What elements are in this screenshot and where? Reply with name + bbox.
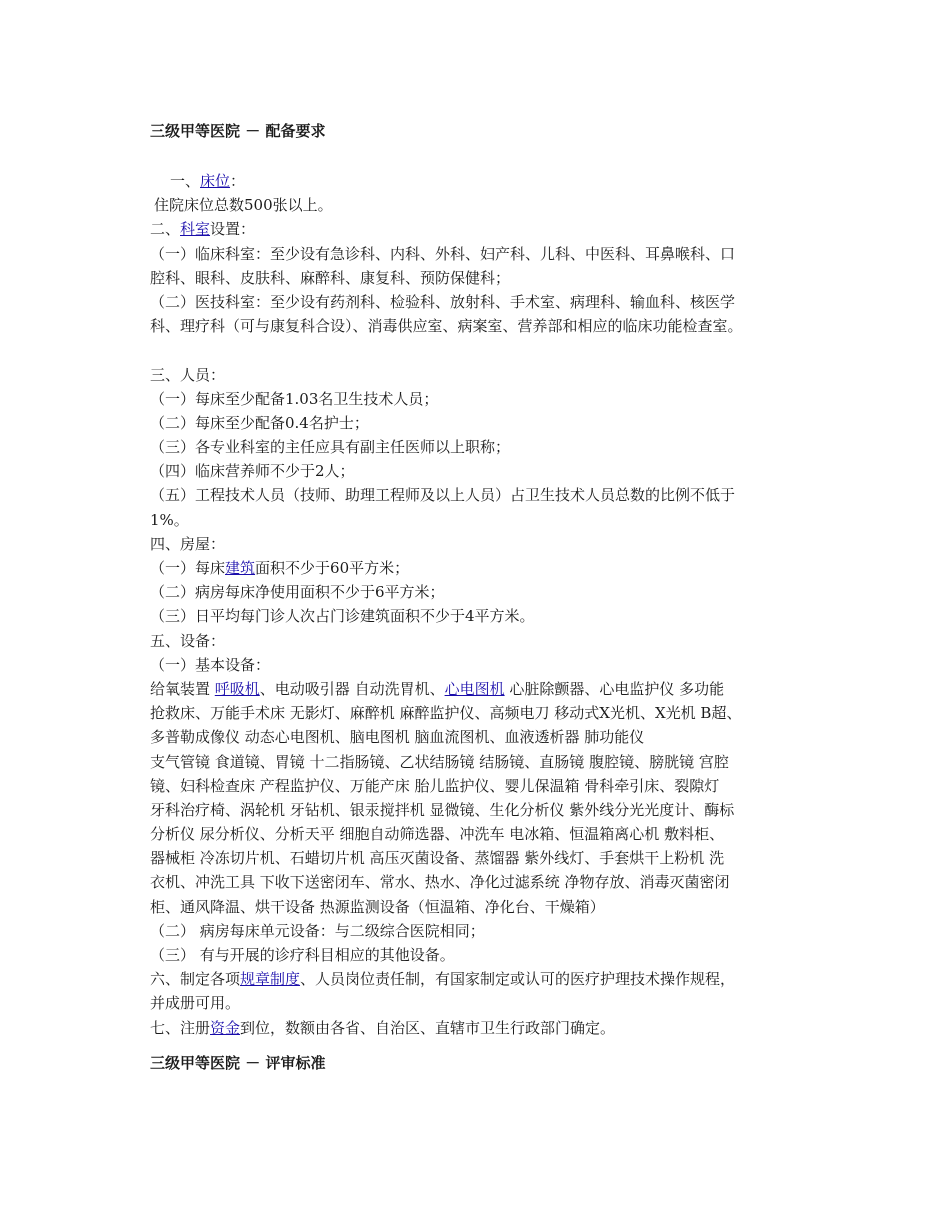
beds-link[interactable]: 床位 xyxy=(200,172,231,190)
ward-equipment-line: （二） 病房每床单元设备：与二级综合医院相同； xyxy=(150,921,485,940)
equipment-list-line-7: 分析仪 尿分析仪、分析天平 细胞自动筛选器、冲洗车 电冰箱、恒温箱离心机 敷料柜、 xyxy=(150,825,725,844)
other-equipment-line: （三） 有与开展的诊疗科目相应的其他设备。 xyxy=(150,946,455,964)
ventilator-link[interactable]: 呼吸机 xyxy=(214,679,260,698)
equipment-list-line-5: 镜、妇科检查床 产程监护仪、万能产床 胎儿监护仪、婴儿保温箱 骨科牵引床、裂隙灯 xyxy=(150,776,720,795)
funds-line xyxy=(150,1016,830,1040)
regulations-post: 、人员岗位责任制，有国家制定或认可的医疗护理技术操作规程， xyxy=(300,970,736,989)
equipment-list-line-6: 牙科治疗椅、涡轮机 牙钻机、银汞搅拌机 显微镜、生化分析仪 紫外线分光光度计、酶标 xyxy=(150,800,735,819)
beds-heading xyxy=(150,169,830,193)
clinical-departments-line-2: 腔科、眼科、皮肤科、麻醉科、康复科、预防保健科； xyxy=(150,268,511,287)
building-item-1-pre: （一）每床 xyxy=(150,559,226,577)
building-link[interactable]: 建筑 xyxy=(225,559,256,577)
section-title-evaluation: 三级甲等医院 － 评审标准 xyxy=(150,1053,326,1072)
staff-item-5-line-2: 1%。 xyxy=(150,510,189,529)
equipment-line-1-c: 心脏除颤器、心电监护仪 多功能 xyxy=(504,679,725,698)
document-page xyxy=(150,121,830,1073)
beds-total-line: 住院床位总数500张以上。 xyxy=(154,196,333,215)
medtech-departments-line-2: 科、理疗科（可与康复科合设）、消毒供应室、病案室、营养部和相应的临床功能检查室。 xyxy=(150,317,743,336)
ecg-machine-link[interactable]: 心电图机 xyxy=(444,679,505,698)
blank-line xyxy=(150,338,830,362)
departments-number: 二、 xyxy=(150,220,181,239)
basic-equipment-heading: （一）基本设备： xyxy=(150,655,271,674)
equipment-list-line-3: 多普勒成像仪 动态心电图机、脑电图机 脑血流图机、血液透析器 肺功能仪 xyxy=(150,728,645,747)
equipment-list-line-4: 支气管镜 食道镜、胃镜 十二指肠镜、乙状结肠镜 结肠镜、直肠镜 腹腔镜、膀胱镜 宫腔 xyxy=(150,752,729,771)
staff-item-3: （三）各专业科室的主任应具有副主任医师以上职称； xyxy=(150,438,511,457)
departments-heading xyxy=(150,217,830,241)
staff-heading: 三、人员： xyxy=(150,365,226,384)
section-title-requirements: 三级甲等医院 － 配备要求 xyxy=(150,122,326,140)
building-item-2: （二）病房每床净使用面积不少于6平方米； xyxy=(150,583,445,602)
funds-link[interactable]: 资金 xyxy=(210,1018,241,1037)
clinical-departments-line-1: （一）临床科室：至少设有急诊科、内科、外科、妇产科、儿科、中医科、耳鼻喉科、口 xyxy=(150,244,736,263)
equipment-list-line-9: 衣机、冲洗工具 下收下送密闭车、常水、热水、净化过滤系统 净物存放、消毒灭菌密闭 xyxy=(150,873,730,892)
funds-pre: 七、注册 xyxy=(150,1018,211,1037)
medtech-departments-line-1: （二）医技科室：至少设有药剂科、检验科、放射科、手术室、病理科、输血科、核医学 xyxy=(150,292,736,311)
regulations-line-2: 并成册可用。 xyxy=(150,994,241,1013)
building-item-3: （三）日平均每门诊人次占门诊建筑面积不少于4平方米。 xyxy=(150,607,535,626)
beds-colon: ： xyxy=(230,172,246,190)
regulations-line-1 xyxy=(150,967,830,991)
equipment-list-line-10: 柜、通风降温、烘干设备 热源监测设备（恒温箱、净化台、干燥箱） xyxy=(150,897,605,916)
staff-item-2: （二）每床至少配备0.4名护士； xyxy=(150,413,369,432)
building-item-1 xyxy=(150,556,830,580)
equipment-heading: 五、设备： xyxy=(150,631,226,650)
equipment-list-line-2: 抢救床、万能手术床 无影灯、麻醉机 麻醉监护仪、高频电刀 移动式X光机、X光机 B超、 xyxy=(150,704,742,723)
funds-post: 到位，数额由各省、自治区、直辖市卫生行政部门确定。 xyxy=(240,1018,616,1037)
staff-item-1: （一）每床至少配备1.03名卫生技术人员； xyxy=(150,389,439,408)
requirements-body xyxy=(150,169,830,1040)
departments-link[interactable]: 科室 xyxy=(180,220,211,239)
equipment-list-line-8: 器械柜 冷冻切片机、石蜡切片机 高压灭菌设备、蒸馏器 紫外线灯、手套烘干上粉机 洗 xyxy=(150,849,725,868)
beds-number: 一、 xyxy=(170,172,201,190)
building-item-1-post: 面积不少于60平方米； xyxy=(255,559,410,577)
building-heading: 四、房屋： xyxy=(150,534,226,553)
equipment-list-line-1 xyxy=(150,677,830,701)
staff-item-4: （四）临床营养师不少于2人； xyxy=(150,462,355,481)
regulations-pre: 六、制定各项 xyxy=(150,970,241,989)
staff-item-5-line-1: （五）工程技术人员（技师、助理工程师及以上人员）占卫生技术人员总数的比例不低于 xyxy=(150,486,736,505)
equipment-line-1-a: 给氧装置 xyxy=(150,679,215,698)
departments-heading-rest: 设置： xyxy=(210,220,256,239)
regulations-link[interactable]: 规章制度 xyxy=(240,970,301,989)
equipment-line-1-b: 、电动吸引器 自动洗胃机、 xyxy=(259,679,445,698)
